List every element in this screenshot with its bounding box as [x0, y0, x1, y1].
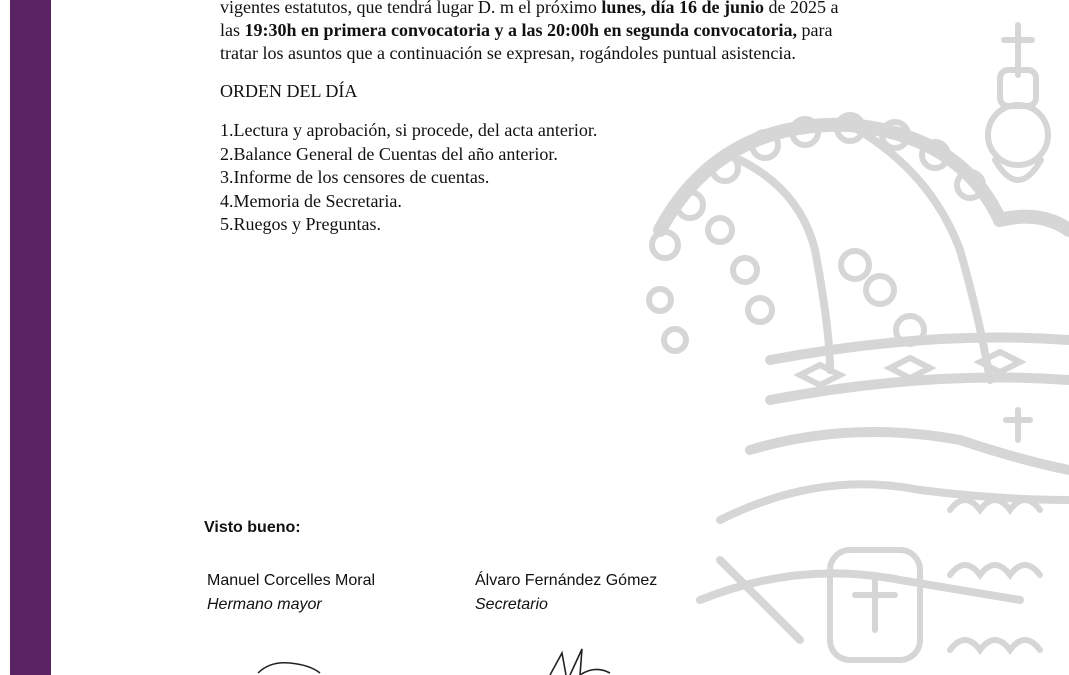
line-2-start: las [220, 20, 245, 40]
meeting-date: lunes, día 16 de junio [601, 0, 764, 17]
signer-role: Secretario [475, 596, 548, 613]
agenda-item: 3.Informe de los censores de cuentas. [220, 167, 490, 187]
meeting-times: 19:30h en primera convocatoria y a las 20:00h en segunda convocatoria, [244, 20, 797, 40]
agenda-item: 1.Lectura y aprobación, si procede, del acta anterior. [220, 120, 598, 140]
line-1-text: vigentes estatutos, que tendrá lugar D. m el próximo [220, 0, 602, 17]
agenda-item: 4.Memoria de Secretaria. [220, 190, 402, 211]
paragraph-line-2 [220, 19, 920, 42]
signer-name: Álvaro Fernández Gómez [475, 572, 658, 589]
signature-mark-1 [250, 655, 330, 675]
agenda-list [220, 119, 597, 237]
signer-secretario [475, 569, 657, 617]
signer-hermano-mayor [207, 569, 375, 617]
agenda-item: 5.Ruegos y Preguntas. [220, 214, 381, 234]
purple-side-bar [10, 0, 51, 675]
signature-mark-2 [540, 645, 630, 675]
agenda-item: 2.Balance General de Cuentas del año anterior. [220, 143, 558, 164]
paragraph-line-3: tratar los asuntos que a continuación se expresan, rogándoles puntual asistencia. [220, 43, 796, 63]
visto-bueno-label: Visto bueno: [204, 519, 301, 536]
crown-watermark-icon [600, 0, 1069, 675]
line-1-end: de 2025 a [763, 0, 839, 17]
signer-role: Hermano mayor [207, 596, 322, 613]
paragraph-line-1 [220, 0, 920, 19]
agenda-title: ORDEN DEL DÍA [220, 81, 358, 101]
convocation-paragraph [220, 0, 920, 65]
line-2-end: para [796, 20, 833, 40]
signer-name: Manuel Corcelles Moral [207, 572, 376, 589]
